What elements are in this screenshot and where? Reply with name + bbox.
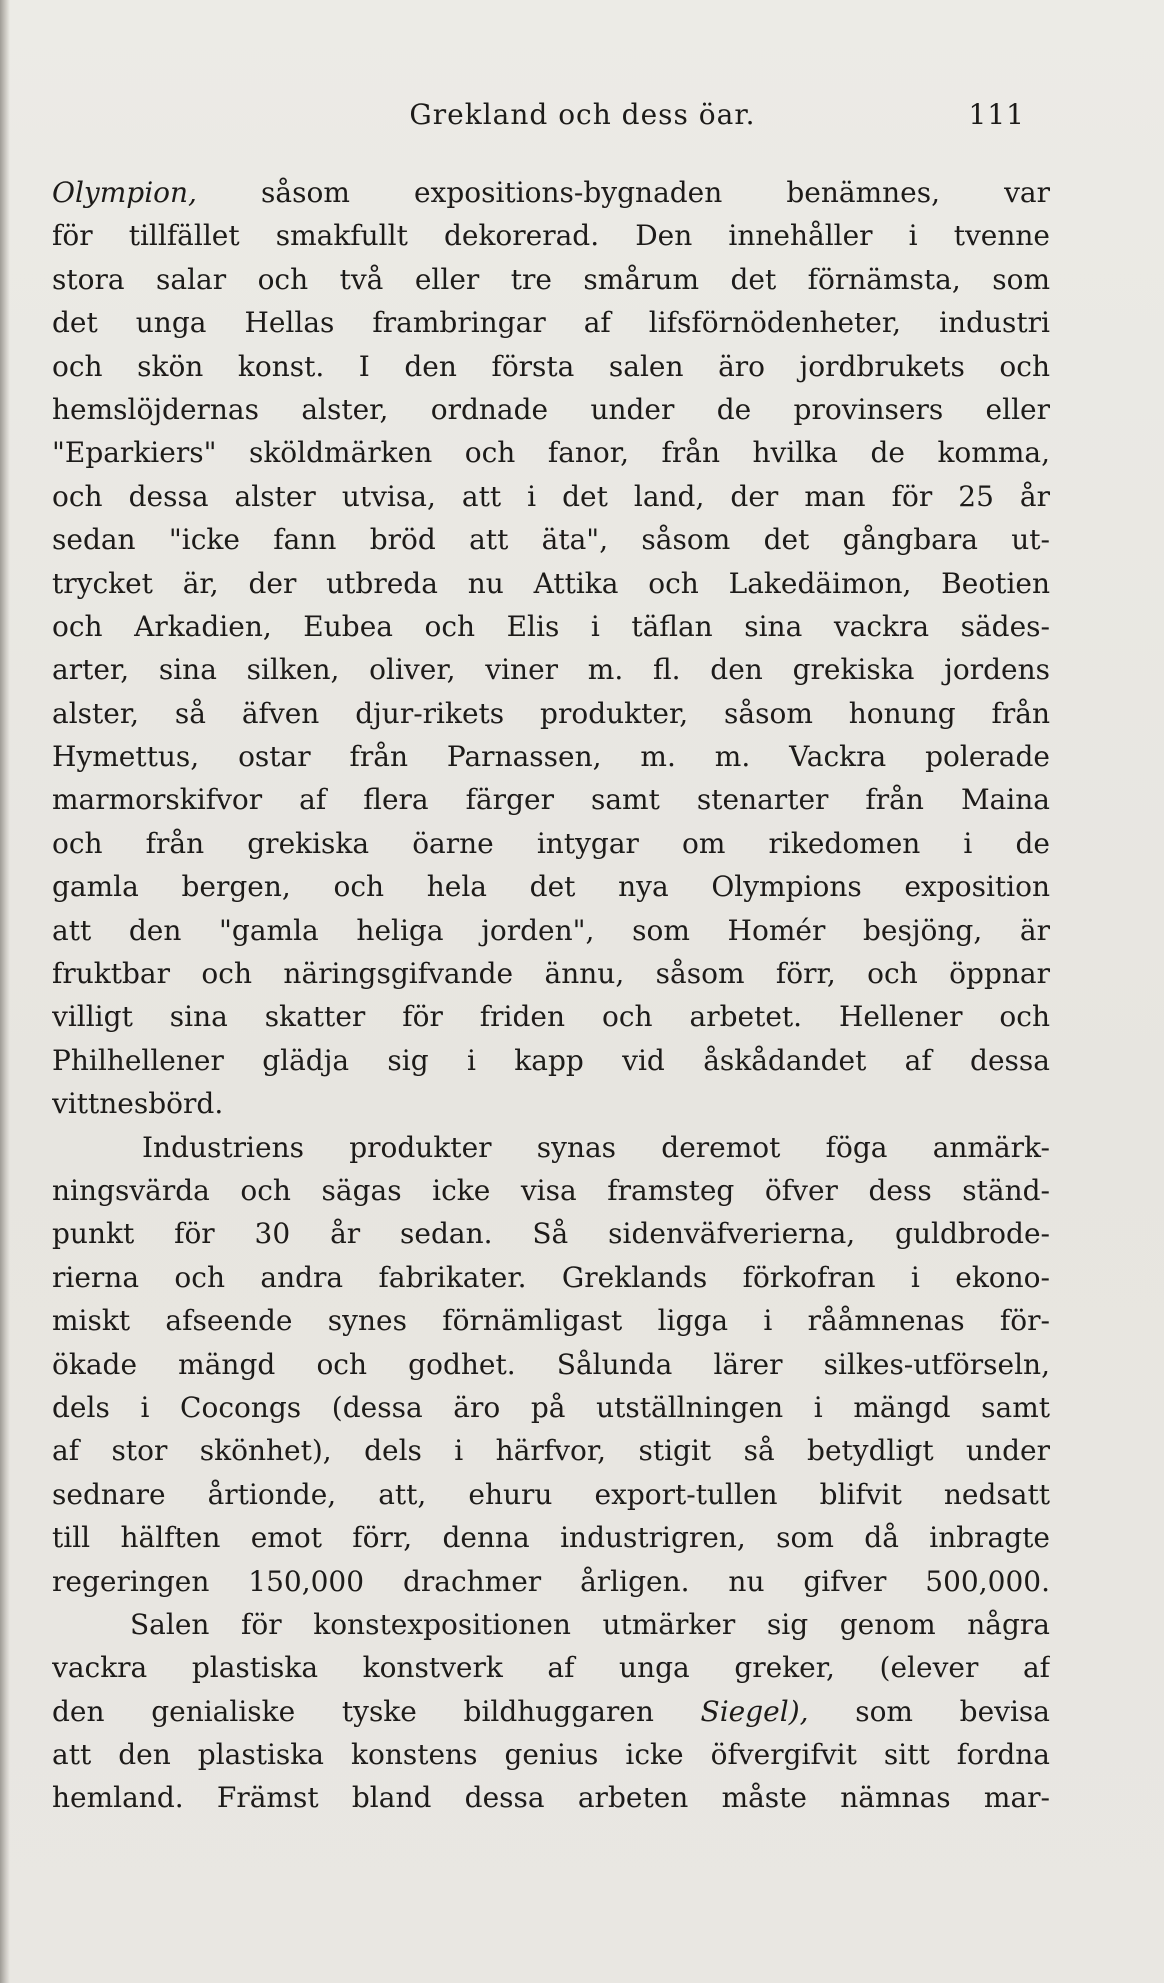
line-text: sednare årtionde, att, ehuru export-tullen blifvit nedsatt	[52, 1477, 1050, 1511]
text-line	[52, 778, 1050, 821]
line-text: trycket är, der utbreda nu Attika och Lakedäimon, Beotien	[52, 566, 1050, 600]
text-line	[52, 909, 1050, 952]
text-line	[52, 345, 1050, 388]
text-line	[52, 1560, 1050, 1603]
text-line	[52, 1690, 1050, 1733]
line-text: Hymettus, ostar från Parnassen, m. m. Vackra polerade	[52, 740, 1050, 774]
text-line	[52, 735, 1050, 778]
line-text: som bevisa	[808, 1694, 1050, 1728]
text-line	[52, 1256, 1050, 1299]
text-line	[52, 692, 1050, 735]
line-text: Philhellener glädja sig i kapp vid åskådandet af dessa	[52, 1043, 1050, 1077]
line-text: rierna och andra fabrikater. Greklands förkofran i ekono-	[52, 1260, 1050, 1294]
text-line	[52, 1169, 1050, 1212]
text-line	[52, 1212, 1050, 1255]
italic-text: Olympion,	[52, 176, 197, 209]
text-line	[52, 822, 1050, 865]
text-line	[52, 258, 1050, 301]
italic-text: Siegel),	[700, 1694, 809, 1728]
line-text: regeringen 150,000 drachmer årligen. nu gifver 500,000.	[52, 1564, 1050, 1598]
text-line	[52, 1429, 1050, 1472]
line-text: och skön konst. I den första salen äro jordbrukets och	[52, 349, 1050, 383]
line-text: ningsvärda och sägas icke visa framsteg öfver dess ständ-	[52, 1173, 1050, 1207]
text-line	[52, 1082, 1050, 1125]
text-line	[52, 1039, 1050, 1082]
text-line	[52, 1386, 1050, 1429]
line-text: hemland. Främst bland dessa arbeten måste nämnas mar-	[52, 1781, 1050, 1815]
line-text: marmorskifvor af flera färger samt stenarter från Maina	[52, 783, 1050, 817]
text-line	[52, 388, 1050, 431]
line-text: "Eparkiers" sköldmärken och fanor, från hvilka de komma,	[52, 436, 1050, 470]
line-text: och Arkadien, Eubea och Elis i täflan sina vackra sädes-	[52, 609, 1050, 643]
text-line	[52, 1516, 1050, 1559]
text-line	[52, 605, 1050, 648]
line-text: gamla bergen, och hela det nya Olympions exposition	[52, 870, 1050, 904]
text-line	[52, 171, 1050, 214]
line-text: alster, så äfven djur-rikets produkter, såsom honung från	[52, 696, 1050, 730]
line-text: det unga Hellas frambringar af lifsförnödenheter, industri	[52, 306, 1050, 340]
text-line	[52, 1646, 1050, 1689]
text-line	[52, 1343, 1050, 1386]
text-line	[52, 1776, 1050, 1819]
binding-shadow	[0, 0, 10, 1983]
line-text: dels i Cocongs (dessa äro på utställningen i mängd samt	[52, 1390, 1050, 1424]
text-line	[52, 1299, 1050, 1342]
line-text: arter, sina silken, oliver, viner m. fl. den grekiska jordens	[52, 653, 1050, 687]
text-line	[52, 431, 1050, 474]
text-line	[52, 1126, 1050, 1169]
line-text: till hälften emot förr, denna industrigren, som då inbragte	[52, 1521, 1050, 1555]
line-text: Salen för konstexpositionen utmärker sig genom några	[130, 1607, 1050, 1641]
text-line	[52, 865, 1050, 908]
running-head: Grekland och dess öar.	[409, 98, 756, 131]
text-line	[52, 475, 1050, 518]
text-line	[52, 301, 1050, 344]
line-text: sedan "icke fann bröd att äta", såsom det gångbara ut-	[52, 523, 1050, 557]
text-line	[52, 995, 1050, 1038]
line-text: för tillfället smakfullt dekorerad. Den innehåller i tvenne	[52, 219, 1050, 253]
line-text: att den "gamla heliga jorden", som Homér besjöng, är	[52, 913, 1050, 947]
line-text: ökade mängd och godhet. Sålunda lärer silkes-utförseln,	[52, 1347, 1050, 1381]
line-text: den genialiske tyske bildhuggaren	[52, 1694, 701, 1728]
line-text: af stor skönhet), dels i härfvor, stigit så betydligt under	[52, 1434, 1050, 1468]
text-line	[52, 518, 1050, 561]
line-text: villigt sina skatter för friden och arbetet. Hellener och	[52, 1000, 1050, 1034]
text-line	[52, 1473, 1050, 1516]
line-text: vackra plastiska konstverk af unga greker, (elever af	[52, 1651, 1050, 1685]
line-text: miskt afseende synes förnämligast ligga i rååmnenas för-	[52, 1304, 1050, 1338]
line-text: att den plastiska konstens genius icke öfvergifvit sitt fordna	[52, 1738, 1050, 1772]
text-line	[52, 562, 1050, 605]
line-text: punkt för 30 år sedan. Så sidenväfverierna, guldbrode-	[52, 1217, 1050, 1251]
body-text	[52, 171, 1050, 1820]
page-number: 111	[968, 98, 1025, 131]
text-line	[52, 1733, 1050, 1776]
line-text: och dessa alster utvisa, att i det land, der man för 25 år	[52, 479, 1050, 513]
line-text: såsom expositions-bygnaden benämnes, var	[196, 176, 1050, 209]
line-text: vittnesbörd.	[52, 1087, 224, 1121]
page-header	[140, 98, 1025, 138]
text-line	[52, 648, 1050, 691]
line-text: Industriens produkter synas deremot föga anmärk-	[142, 1130, 1050, 1164]
text-line	[52, 1603, 1050, 1646]
line-text: och från grekiska öarne intygar om rikedomen i de	[52, 826, 1050, 860]
text-line	[52, 214, 1050, 257]
text-line	[52, 952, 1050, 995]
line-text: hemslöjdernas alster, ordnade under de provinsers eller	[52, 392, 1050, 426]
line-text: fruktbar och näringsgifvande ännu, såsom förr, och öppnar	[52, 957, 1050, 991]
line-text: stora salar och två eller tre smårum det förnämsta, som	[52, 262, 1050, 296]
